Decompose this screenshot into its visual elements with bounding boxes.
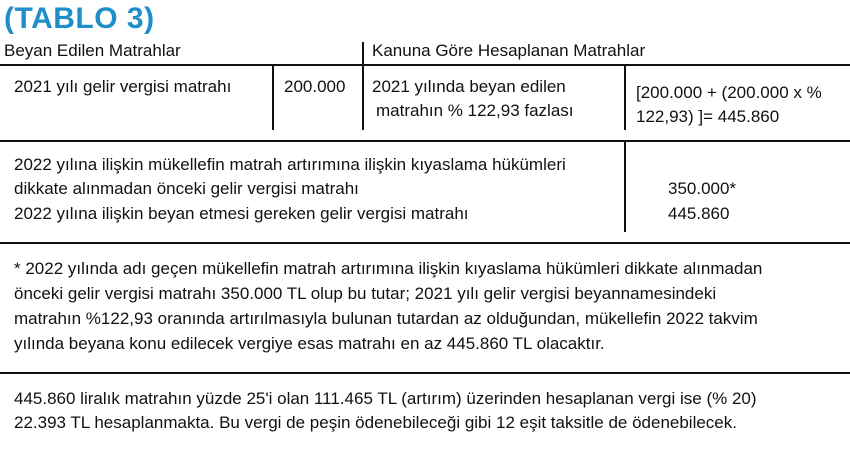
row1-label: 2021 yılı gelir vergisi matrahı (14, 77, 232, 96)
header-declared-bases: Beyan Edilen Matrahlar (4, 41, 181, 60)
row1-desc-line2: matrahın % 122,93 fazlası (376, 101, 574, 120)
header-calculated-bases: Kanuna Göre Hesaplanan Matrahlar (372, 41, 646, 60)
footer-line1: 445.860 liralık matrahın yüzde 25'i olan 111.465 TL (artırım) üzerinden hesaplanan vergi ise (% 20) (14, 389, 757, 408)
row2-line3: 2022 yılına ilişkin beyan etmesi gereken gelir vergisi matrahı (14, 204, 469, 223)
row1-top-border (0, 64, 850, 66)
header-divider (362, 42, 364, 64)
row1-desc-line1: 2021 yılında beyan edilen (372, 77, 566, 96)
row1-calc-line1: [200.000 + (200.000 x % (636, 83, 822, 102)
row2-line2: dikkate alınmadan önceki gelir vergisi matrahı (14, 179, 359, 198)
row2-value2: 445.860 (668, 204, 730, 223)
note-line4: yılında beyana konu edilecek vergiye esas matrahı en az 445.860 TL olacaktır. (14, 334, 605, 353)
row2-value1: 350.000* (668, 179, 737, 198)
row1-divider-2 (362, 66, 364, 130)
note-line1: * 2022 yılında adı geçen mükellefin matrah artırımına ilişkin kıyaslama hükümleri dikkate alınmadan (14, 259, 763, 278)
row1-divider-1 (272, 66, 274, 130)
table-title: (TABLO 3) (4, 2, 155, 35)
note-top-border (0, 242, 850, 244)
row2-line1: 2022 yılına ilişkin mükellefin matrah artırımına ilişkin kıyaslama hükümleri (14, 155, 566, 174)
row1-calc-line2: 122,93) ]= 445.860 (636, 107, 780, 126)
note-line3: matrahın %122,93 oranında artırılmasıyla bulunan tutardan az olduğundan, mükellefin 2022 takvim (14, 309, 758, 328)
row2-top-border (0, 140, 850, 142)
row1-amount: 200.000 (284, 77, 346, 96)
note-line2: önceki gelir vergisi matrahı 350.000 TL olup bu tutar; 2021 yılı gelir vergisi beyannamesindeki (14, 284, 717, 303)
row1-divider-3 (624, 66, 626, 130)
footer-line2: 22.393 TL hesaplanmakta. Bu vergi de peşin ödenebileceği gibi 12 eşit taksitle de ödenebilecek. (14, 413, 737, 432)
row2-divider (624, 142, 626, 232)
footer-top-border (0, 372, 850, 374)
